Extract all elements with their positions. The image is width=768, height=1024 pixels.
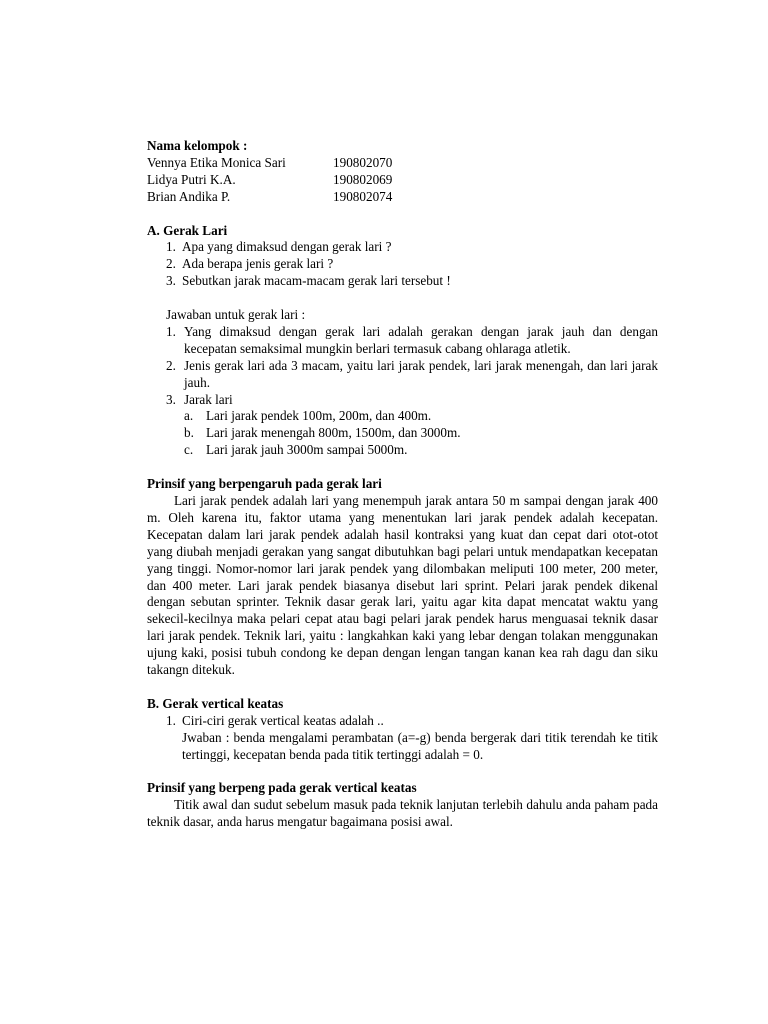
member-name: Vennya Etika Monica Sari (147, 154, 286, 170)
question-number: 1. (166, 239, 176, 255)
answer-text: Jenis gerak lari ada 3 macam, yaitu lari jarak pendek, lari jarak menengah, dan lari jarak jauh. (184, 357, 658, 390)
question-item (147, 256, 658, 273)
question-body (182, 713, 658, 764)
question-number: 2. (166, 256, 176, 272)
question-text: Sebutkan jarak macam-macam gerak lari tersebut ! (182, 273, 451, 289)
answer-number: 1. (166, 323, 176, 339)
group-heading: Nama kelompok : (147, 138, 248, 153)
answer-text: Yang dimaksud dengan gerak lari adalah gerakan dengan jarak jauh dan dengan kecepatan semaksimal mungkin berlari termasuk cabang ohlaraga atletik. (184, 323, 658, 356)
principle-vertical-body: Titik awal dan sudut sebelum masuk pada teknik lanjutan terlebih dahulu anda paham pada teknik dasar, anda harus mengatur bagaimana posisi awal. (147, 797, 658, 830)
section-b-question (147, 713, 658, 764)
answer-item (147, 392, 658, 460)
question-number: 1. (166, 712, 176, 728)
member-name: Brian Andika P. (147, 188, 231, 204)
sub-answer-text: Lari jarak pendek 100m, 200m, dan 400m. (206, 408, 432, 424)
question-item (147, 239, 658, 256)
sub-answer-letter: a. (184, 408, 194, 424)
question-text: Ada berapa jenis gerak lari ? (182, 256, 334, 272)
sub-answer-letter: c. (184, 442, 194, 458)
sub-answer-list (184, 408, 658, 459)
document-body (147, 138, 658, 831)
member-row (147, 155, 658, 172)
question-number: 3. (166, 273, 176, 289)
principle-vertical-heading: Prinsif yang berpeng pada gerak vertical keatas (147, 780, 417, 796)
question-item (147, 273, 658, 290)
member-row (147, 172, 658, 189)
answer-number: 3. (166, 391, 176, 407)
answer-number: 2. (166, 357, 176, 373)
sub-answer-letter: b. (184, 425, 194, 441)
sub-answer-text: Lari jarak menengah 800m, 1500m, dan 3000m. (206, 425, 461, 441)
section-a-questions (147, 239, 658, 290)
member-name: Lidya Putri K.A. (147, 171, 236, 187)
answer-item (147, 324, 658, 358)
sub-answer-item (184, 425, 658, 442)
member-id: 190802074 (333, 188, 393, 204)
member-id: 190802070 (333, 154, 393, 170)
member-id: 190802069 (333, 171, 393, 187)
answer-text: Jwaban : benda mengalami perambatan (a=-g) benda bergerak dari titik terendah ke titik tertinggi, kecepatan benda pada titik tertinggi adalah = 0. (182, 729, 658, 762)
answer-text: Jarak lari (184, 391, 233, 407)
section-a-answers (147, 324, 658, 459)
question-text: Apa yang dimaksud dengan gerak lari ? (182, 239, 392, 255)
answer-body (184, 392, 658, 460)
section-a-title: A. Gerak Lari (147, 222, 228, 238)
answer-item (147, 358, 658, 392)
section-b-title: B. Gerak vertical keatas (147, 695, 284, 711)
sub-answer-item (184, 442, 658, 459)
question-text: Ciri-ciri gerak vertical keatas adalah .. (182, 712, 384, 728)
principle-run-heading: Prinsif yang berpengaruh pada gerak lari (147, 476, 382, 492)
answers-intro: Jawaban untuk gerak lari : (166, 307, 306, 323)
sub-answer-item (184, 408, 658, 425)
principle-run-body: Lari jarak pendek adalah lari yang menempuh jarak antara 50 m sampai dengan jarak 400 m. Oleh karena itu, faktor utama yang menentukan lari jarak pendek adalah kecepatan. Kecepatan dalam lari jarak pendek adalah hasil kontraksi yang kuat dan cepat dari otot-otot yang diubah menjadi gerakan yang sangat dibutuhkan bagi pelari untuk mendapatkan kecepatan yang tinggi. Nomor-nomor lari jarak pendek yang dilombakan meliputi 100 meter, 200 meter, dan 400 meter. Lari jarak pendek biasanya disebut lari sprint. Pelari jarak pendek dikenal dengan sebutan sprinter. Teknik dasar gerak lari, yaitu agar kita dapat mencatat waktu yang sekecil-kecilnya maka pelari cepat atau bagi pelari jarak pendek harus menguasai teknik dasar lari jarak pendek. Teknik lari, yaitu : langkahkan kaki yang lebar dengan tolakan menggunakan ujung kaki, posisi tubuh condong ke depan dengan lengan tangan kanan kea rah dagu dan siku takangn ditekuk. (147, 492, 658, 678)
member-row (147, 189, 658, 206)
sub-answer-text: Lari jarak jauh 3000m sampai 5000m. (206, 442, 408, 458)
